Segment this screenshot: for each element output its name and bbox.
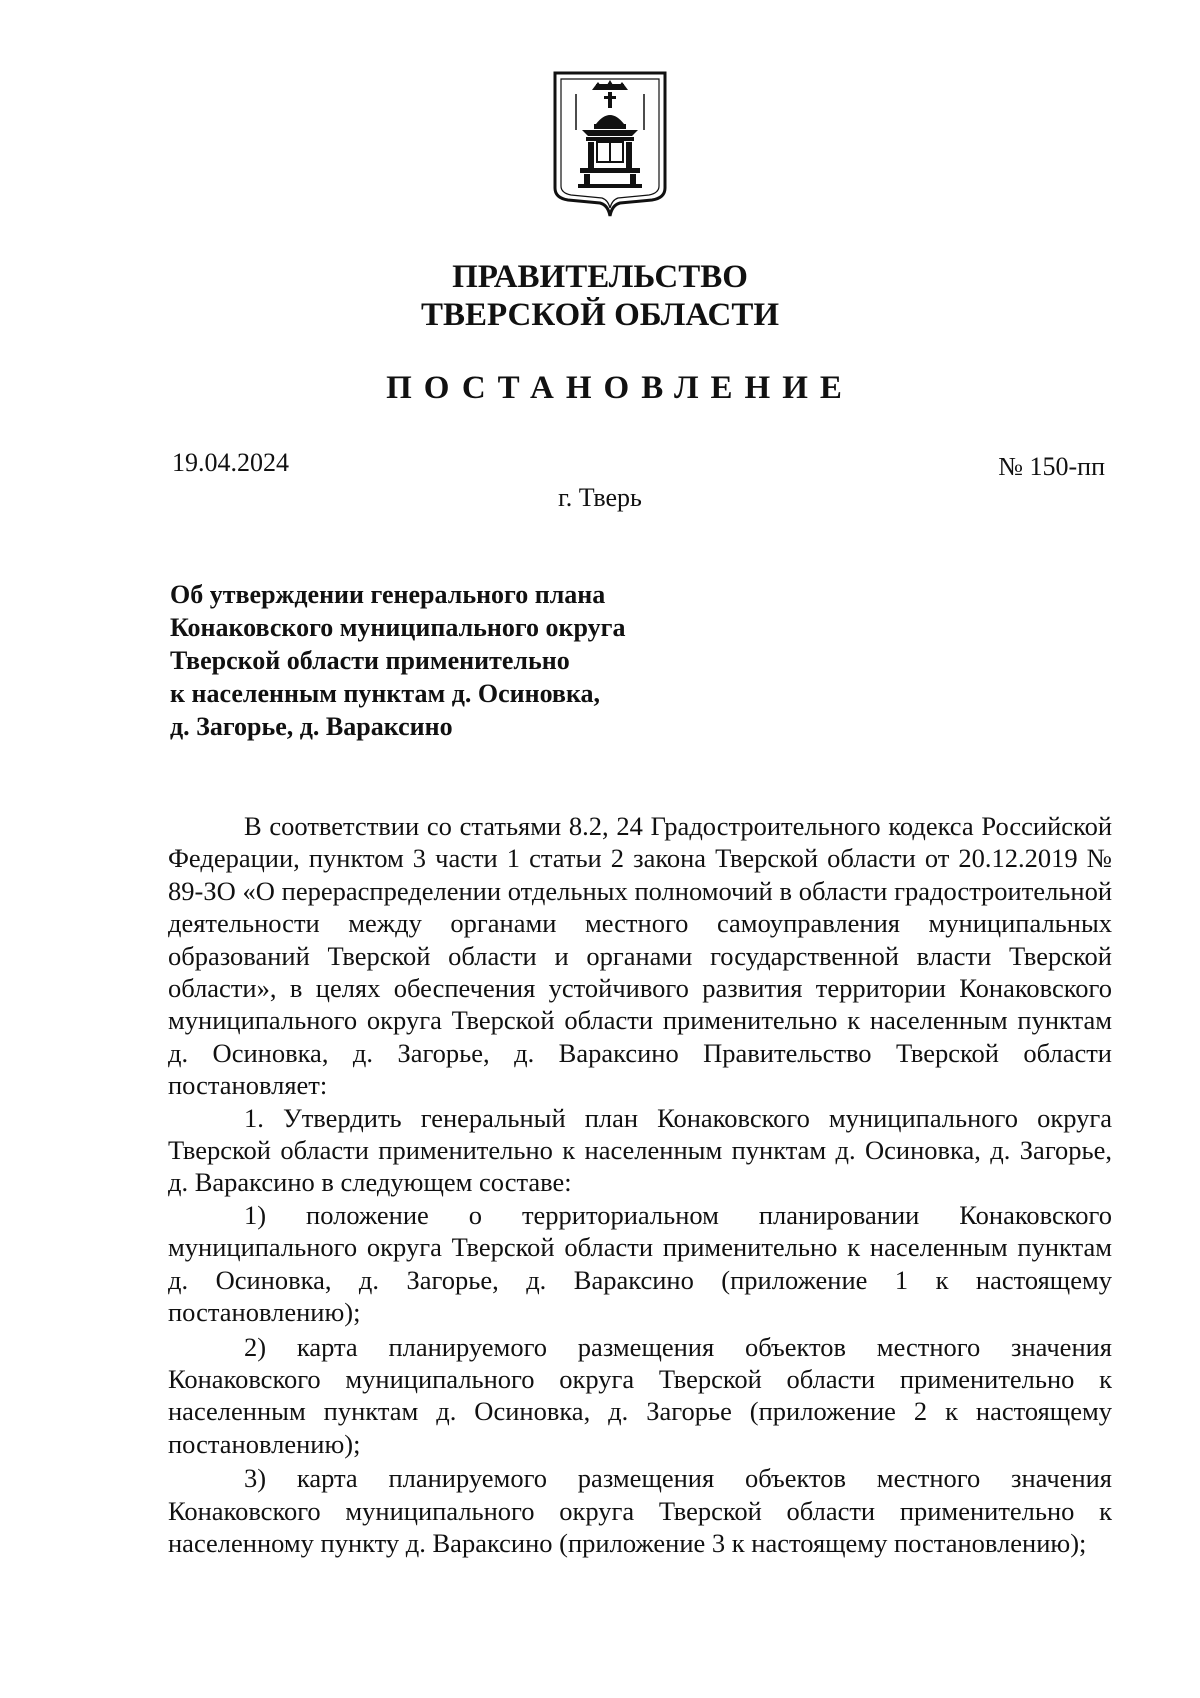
subitem-3-paragraph: 3) карта планируемого размещения объектов местного значения Конаковского муниципального округа Тверской области применительно к населенному пункту д. Вараксино (приложение 3 к настоящему постановлению);	[168, 1463, 1112, 1558]
item-1-paragraph: 1. Утвердить генеральный план Конаковского муниципального округа Тверской области применительно к населенным пунктам д. Осиновка, д. Загорье, д. Вараксино в следующем составе:	[168, 1102, 1112, 1198]
document-kind: ПОСТАНОВЛЕНИЕ	[386, 370, 854, 406]
subitem-2-paragraph: 2) карта планируемого размещения объектов местного значения Конаковского муниципального округа Тверской области применительно к населенным пунктам д. Осиновка, д. Загорье (приложение 2 к настоящему постановлению);	[168, 1331, 1112, 1459]
preamble-paragraph: В соответствии со статьями 8.2, 24 Градостроительного кодекса Российской Федерации, пунктом 3 части 1 статьи 2 закона Тверской области от 20.12.2019 № 89-ЗО «О перераспределении отдельных полномочий в области градостроительной деятельности между органами местного самоуправления муниципальных образований Тверской области и органами государственной власти Тверской области», в целях обеспечения устойчивого развития территории Конаковского муниципального округа Тверской области применительно к населенным пунктам д. Осиновка, д. Загорье, д. Вараксино Правительство Тверской области постановляет:	[168, 811, 1112, 1101]
document-body	[168, 810, 1112, 1559]
document-date: 19.04.2024	[172, 448, 289, 477]
subject-line: к населенным пунктам д. Осиновка,	[170, 679, 601, 708]
tver-coat-of-arms-icon	[552, 70, 668, 218]
subject-line: Об утверждении генерального плана	[170, 580, 606, 609]
subitem-1-paragraph: 1) положение о территориальном планировании Конаковского муниципального округа Тверской области применительно к населенным пунктам д. Осиновка, д. Загорье, д. Вараксино (приложение 1 к настоящему постановлению);	[168, 1199, 1112, 1328]
document-city: г. Тверь	[558, 483, 642, 512]
subject-line: Конаковского муниципального округа	[170, 613, 626, 642]
subject-line: Тверской области применительно	[170, 646, 570, 675]
government-name-line2: ТВЕРСКОЙ ОБЛАСТИ	[420, 297, 780, 333]
government-name-line1: ПРАВИТЕЛЬСТВО	[452, 259, 748, 295]
document-subject	[170, 578, 730, 743]
document-number: № 150-пп	[998, 452, 1105, 481]
subject-line: д. Загорье, д. Вараксино	[170, 712, 453, 741]
